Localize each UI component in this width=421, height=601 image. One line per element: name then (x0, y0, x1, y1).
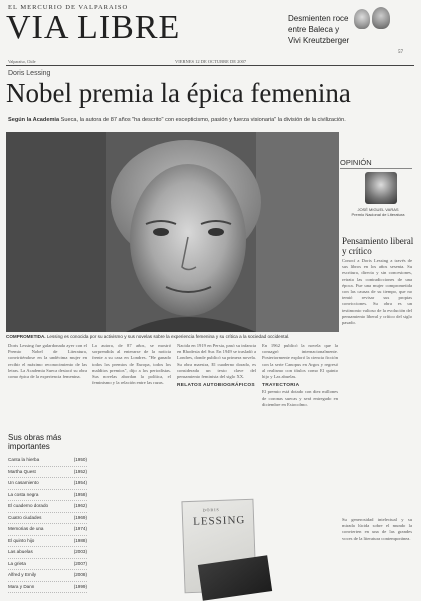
opinion-body-continued: Su generosidad intelectual y su mirada lúcida sobre el mundo la convierten en una de las grandes voces de la literatura contemporánea. (342, 517, 412, 541)
opinion-body: Conocí a Doris Lessing a través de sus libros en los años sesenta. Su escritura, directa y sin concesiones, retrata las contradicciones de una época. Fue una mujer comprometida con las causas de su tiempo, que no temió revisar sus propias convicciones. Su obra es un testimonio valioso de la evolución del pensamiento liberal y crítico del siglo pasado. (342, 258, 412, 326)
works-list-item (8, 559, 87, 571)
columnist-role: Premio Nacional de Literatura (351, 212, 405, 217)
column-3-subhead: RELATOS AUTOBIOGRÁFICOS (177, 383, 255, 389)
work-year: (1999) (73, 583, 87, 589)
work-year: (1958) (73, 491, 87, 497)
lead-photo[interactable] (6, 132, 339, 332)
article-column-4 (262, 343, 338, 408)
newspaper-name: EL MERCURIO DE VALPARAISO (8, 4, 129, 11)
work-title: Mara y Dann (8, 583, 35, 589)
work-title: La grieta (8, 560, 26, 566)
work-title: Cuatro ciudades (8, 514, 42, 520)
work-title: La costa negra (8, 491, 39, 497)
column-3-text: Nacida en 1919 en Persia, pasó su infancia en Rhodesia del Sur. En 1949 se trasladó a Londres, donde publicó su primera novela. Su obra maestra, El cuaderno dorado, es considerada un texto clave del pensamiento feminista del siglo XX. (177, 343, 256, 380)
work-year: (1954) (73, 480, 87, 485)
masthead-divider (6, 65, 414, 66)
opinion-section-label: OPINIÓN (340, 158, 372, 167)
works-list-item (8, 547, 87, 559)
work-year: (2003) (73, 549, 87, 554)
book-cover-author: DORIS (202, 506, 220, 513)
works-list-item (8, 536, 87, 548)
work-title: El quinto hijo (8, 537, 35, 543)
work-year: (1952) (73, 468, 87, 474)
works-list-item (8, 455, 87, 467)
work-title: El cuaderno dorado (8, 503, 49, 508)
works-list-item (8, 524, 87, 536)
works-list-item (8, 490, 87, 502)
article-headline[interactable]: Nobel premia la épica femenina (6, 78, 351, 108)
work-title: Un casamiento (8, 480, 39, 485)
article-kicker: Doris Lessing (8, 70, 51, 77)
work-year: (1962) (73, 503, 87, 508)
works-list-item (8, 513, 87, 525)
article-column-2: La autora, de 87 años, se mostró sorprendida al enterarse de la noticia frente a su casa en Londres. "He ganado todos los premios de Europa, todos los malditos premios", dijo a los periodistas. Sus novelas abordan la política, el feminismo y la relación entre las razas. (92, 343, 171, 386)
article-column-1: Doris Lessing fue galardonada ayer con el Premio Nobel de Literatura, convirtiéndose en la undécima mujer en recibir el máximo reconocimiento de las letras. La Academia Sueca destacó su obra como épica de la experiencia femenina. (8, 343, 87, 380)
works-list-item (8, 501, 87, 513)
deck-label: Según la Academia (8, 117, 60, 123)
columnist-byline (342, 207, 414, 217)
portrait-illustration (6, 132, 339, 332)
section-title: VIA LIBRE (6, 9, 181, 46)
teaser-box[interactable] (288, 5, 400, 55)
works-list-title: Sus obras más importantes (8, 433, 62, 451)
deck-text: Sueca, la autora de 87 años "ha descrito" con escepticismo, pasión y fuerza visionaria" la división de la civilización. (60, 117, 346, 123)
opinion-title[interactable]: Pensamiento liberal y crítico (342, 236, 414, 256)
opinion-divider (340, 168, 412, 169)
works-list (8, 455, 87, 593)
teaser-line: Vivi Kreutzberger (288, 36, 350, 45)
teaser-face-photo (354, 9, 370, 29)
work-year: (2008) (73, 572, 87, 577)
column-4-subhead: TRAYECTORIA (262, 383, 300, 389)
column-4-extra: El premio está dotado con diez millones de coronas suecas y será entregado en diciembre en Estocolmo. (262, 389, 338, 407)
work-year: (2007) (73, 560, 87, 566)
works-list-item (8, 467, 87, 479)
work-year: (1974) (73, 526, 87, 531)
issue-date: VIERNES 12 DE OCTUBRE DE 2007 (175, 59, 247, 64)
work-year: (1988) (73, 537, 87, 543)
masthead-subline: Valparaíso, Chile (8, 59, 36, 64)
caption-text: Lessing es conocida por su activismo y sus novelas sobre la experiencia femenina y su crítica a la sociedad occidental. (46, 334, 290, 339)
works-list-item (8, 570, 87, 582)
article-column-3 (177, 343, 256, 389)
work-year: (1969) (73, 514, 87, 520)
columnist-photo (365, 172, 397, 204)
columnist-name: JOSÉ MIGUEL VARAS (357, 207, 399, 212)
work-title: Martha Quest (8, 468, 36, 474)
teaser-line: entre Baleca y (288, 25, 340, 34)
photo-caption (6, 334, 339, 340)
book-cover-title: LESSING (192, 514, 246, 528)
teaser-line: Desmienten roce (288, 14, 349, 23)
page-number: 57 (398, 50, 403, 55)
teaser-face-photo (372, 7, 390, 29)
work-title: Memorias de una (8, 526, 44, 531)
work-year: (1950) (73, 457, 87, 462)
teaser-text (288, 13, 349, 46)
works-list-item (8, 478, 87, 490)
work-title: Alfred y Emily (8, 572, 37, 577)
work-title: Las abuelas (8, 549, 33, 554)
caption-label: COMPROMETIDA. (6, 334, 46, 339)
works-list-item (8, 582, 87, 594)
work-title: Canta la hierba (8, 457, 40, 462)
article-deck (8, 117, 414, 123)
column-4-text: En 1962 publicó la novela que la consagró internacionalmente. Posteriormente exploró la ciencia ficción con la serie Canopus en Argos y regresó al realismo con títulos como El quinto hijo y Las abuelas. (262, 343, 338, 380)
